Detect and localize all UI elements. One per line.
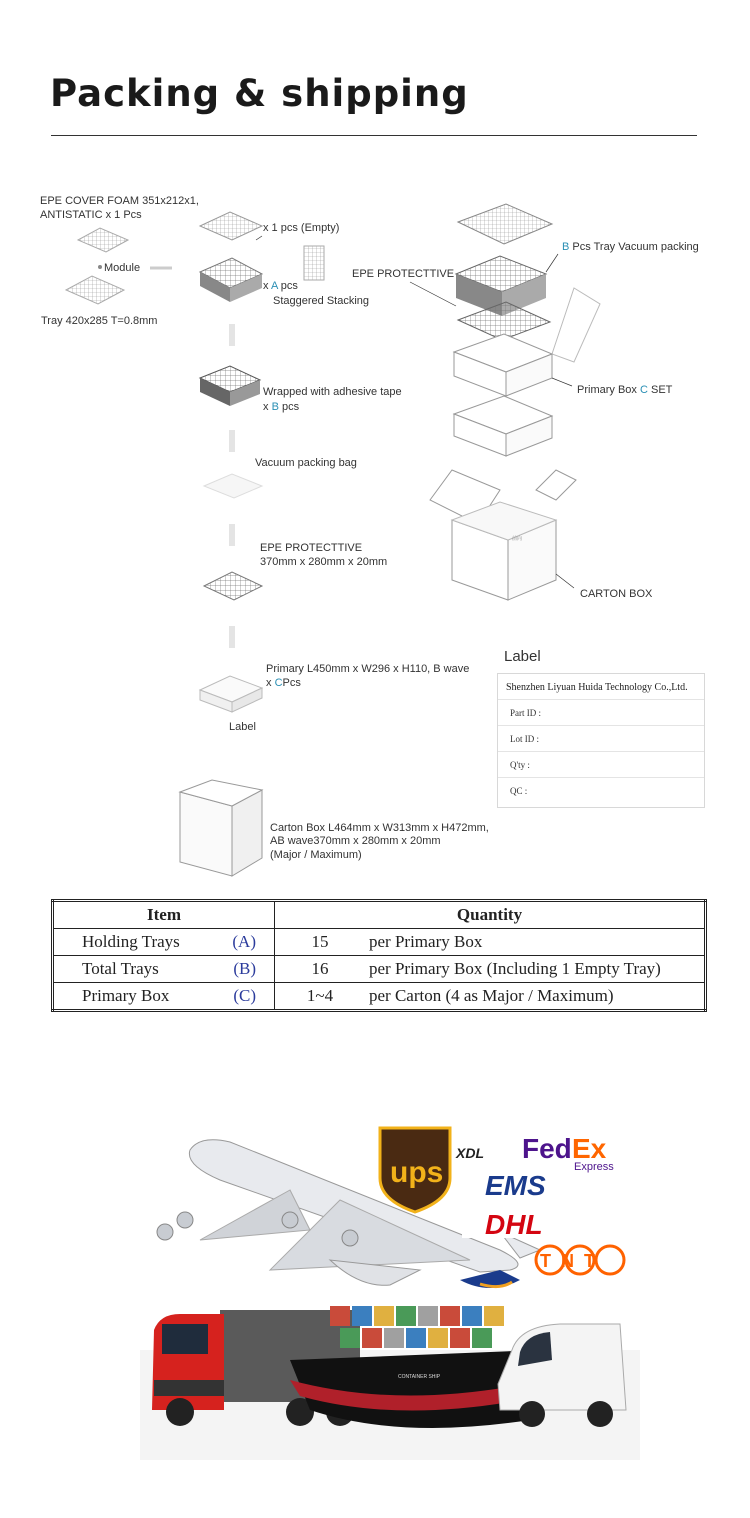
item-desc: per Primary Box (Including 1 Empty Tray)	[369, 959, 661, 978]
top-foam-shape	[458, 204, 552, 244]
tnt-logo	[536, 1246, 624, 1274]
flow-arrow	[229, 626, 235, 648]
antistatic-label: ANTISTATIC x 1 Pcs	[40, 209, 142, 221]
xdl-logo: XDL	[456, 1145, 484, 1161]
label-part-id: Part ID :	[498, 700, 704, 726]
tnt-text: TNT	[540, 1251, 605, 1271]
title-divider	[51, 135, 697, 136]
ups-text: ups	[390, 1156, 444, 1189]
item-desc: per Primary Box	[369, 932, 483, 951]
primary-dims-label: Primary L450mm x W296 x H110, B wave	[266, 663, 470, 675]
b-pcs-label	[263, 400, 299, 414]
c-pcs-label	[266, 676, 301, 690]
primary-box-code: C	[639, 384, 648, 396]
empty-tray-label: x 1 pcs (Empty)	[263, 222, 340, 234]
flow-arrow	[229, 524, 235, 546]
item-code: (B)	[233, 959, 256, 978]
a-suffix: pcs	[277, 280, 298, 292]
epe-protective-right-label: EPE PROTECTTIVE	[352, 268, 455, 280]
carton-wave-label: AB wave370mm x 280mm x 20mm	[270, 835, 441, 847]
fedex-ex: Ex	[572, 1133, 607, 1164]
carton-major-label: (Major / Maximum)	[270, 849, 362, 861]
tray-vacuum-label	[562, 240, 699, 254]
carton-box-label: CARTON BOX	[580, 588, 653, 600]
c-suffix: Pcs	[282, 677, 301, 689]
epe-cover-foam-label: EPE COVER FOAM 351x212x1,	[40, 195, 199, 207]
label-qc: QC :	[510, 786, 528, 796]
b-tray-text: Pcs Tray Vacuum packing	[569, 241, 699, 253]
b-code: B	[271, 401, 279, 413]
c-code: C	[274, 677, 283, 689]
epe-cover-foam-shape	[78, 228, 128, 252]
item-name: Holding Trays	[82, 932, 180, 951]
label-word: Label	[229, 721, 256, 733]
epe-protective-shape	[204, 572, 262, 600]
vacuum-bag-label: Vacuum packing bag	[255, 457, 357, 469]
table-row	[53, 956, 706, 983]
item-qty: 15	[311, 932, 329, 951]
shipping-illustration	[140, 1120, 640, 1460]
carton-stamp: 前向	[512, 536, 523, 542]
primary-box-text: Primary Box	[577, 384, 640, 396]
carton-flap-right	[536, 470, 576, 500]
stack-detail	[304, 246, 324, 280]
label-lot-id: Lot ID :	[498, 726, 704, 752]
epe-dims-label: 370mm x 280mm x 20mm	[260, 556, 388, 568]
carton-dims-label: Carton Box L464mm x W313mm x H472mm,	[270, 822, 489, 834]
c-prefix: x	[266, 677, 275, 689]
tray-shape	[66, 276, 124, 304]
table-header-row	[53, 901, 706, 929]
ems-logo: EMS	[485, 1170, 546, 1201]
quantity-table	[51, 899, 707, 1012]
b-prefix: x	[263, 401, 272, 413]
item-name: Total Trays	[82, 959, 159, 978]
a-prefix: x	[263, 280, 271, 292]
dhl-logo: DHL	[485, 1209, 543, 1240]
empty-tray-shape	[200, 212, 262, 240]
primary-box-set-label	[577, 383, 672, 397]
flow-arrow	[229, 324, 235, 346]
item-qty: 1~4	[306, 986, 334, 1005]
epe-protective-label: EPE PROTECTTIVE	[260, 542, 363, 554]
ups-logo	[380, 1128, 450, 1212]
item-code: (A)	[232, 932, 256, 951]
page-title: Packing & shipping	[50, 72, 469, 115]
module-label: Module	[104, 262, 141, 274]
a-pcs-label	[263, 279, 298, 293]
fedex-fed: Fed	[522, 1133, 572, 1164]
header-item: Item	[53, 901, 275, 929]
vacuum-bag-shape	[204, 474, 262, 498]
carton-left	[180, 792, 232, 876]
staggered-label: Staggered Stacking	[273, 295, 370, 307]
item-desc: per Carton (4 as Major / Maximum)	[369, 986, 614, 1005]
module-bullet	[98, 265, 102, 269]
wrapped-label: Wrapped with adhesive tape	[263, 386, 402, 398]
primary-box-lid-flap	[552, 288, 600, 362]
label-card	[497, 673, 705, 808]
label-qty: Q'ty :	[498, 752, 704, 778]
tray-label: Tray 420x285 T=0.8mm	[41, 315, 158, 327]
item-code: (C)	[233, 986, 256, 1005]
header-quantity: Quantity	[275, 901, 706, 929]
primary-box-suffix: SET	[647, 384, 673, 396]
label-company: Shenzhen Liyuan Huida Technology Co.,Ltd.	[498, 674, 704, 700]
table-row	[53, 929, 706, 956]
ship-name: CONTAINER SHIP	[398, 1374, 441, 1380]
item-qty: 16	[311, 959, 329, 978]
a-code: A	[270, 280, 278, 292]
flow-arrow	[229, 430, 235, 452]
item-name: Primary Box	[82, 986, 170, 1005]
b-tray-code: B	[562, 241, 570, 253]
label-card-title: Label	[504, 648, 541, 665]
fedex-express: Express	[574, 1161, 614, 1173]
b-suffix: pcs	[278, 401, 300, 413]
table-row	[53, 983, 706, 1011]
